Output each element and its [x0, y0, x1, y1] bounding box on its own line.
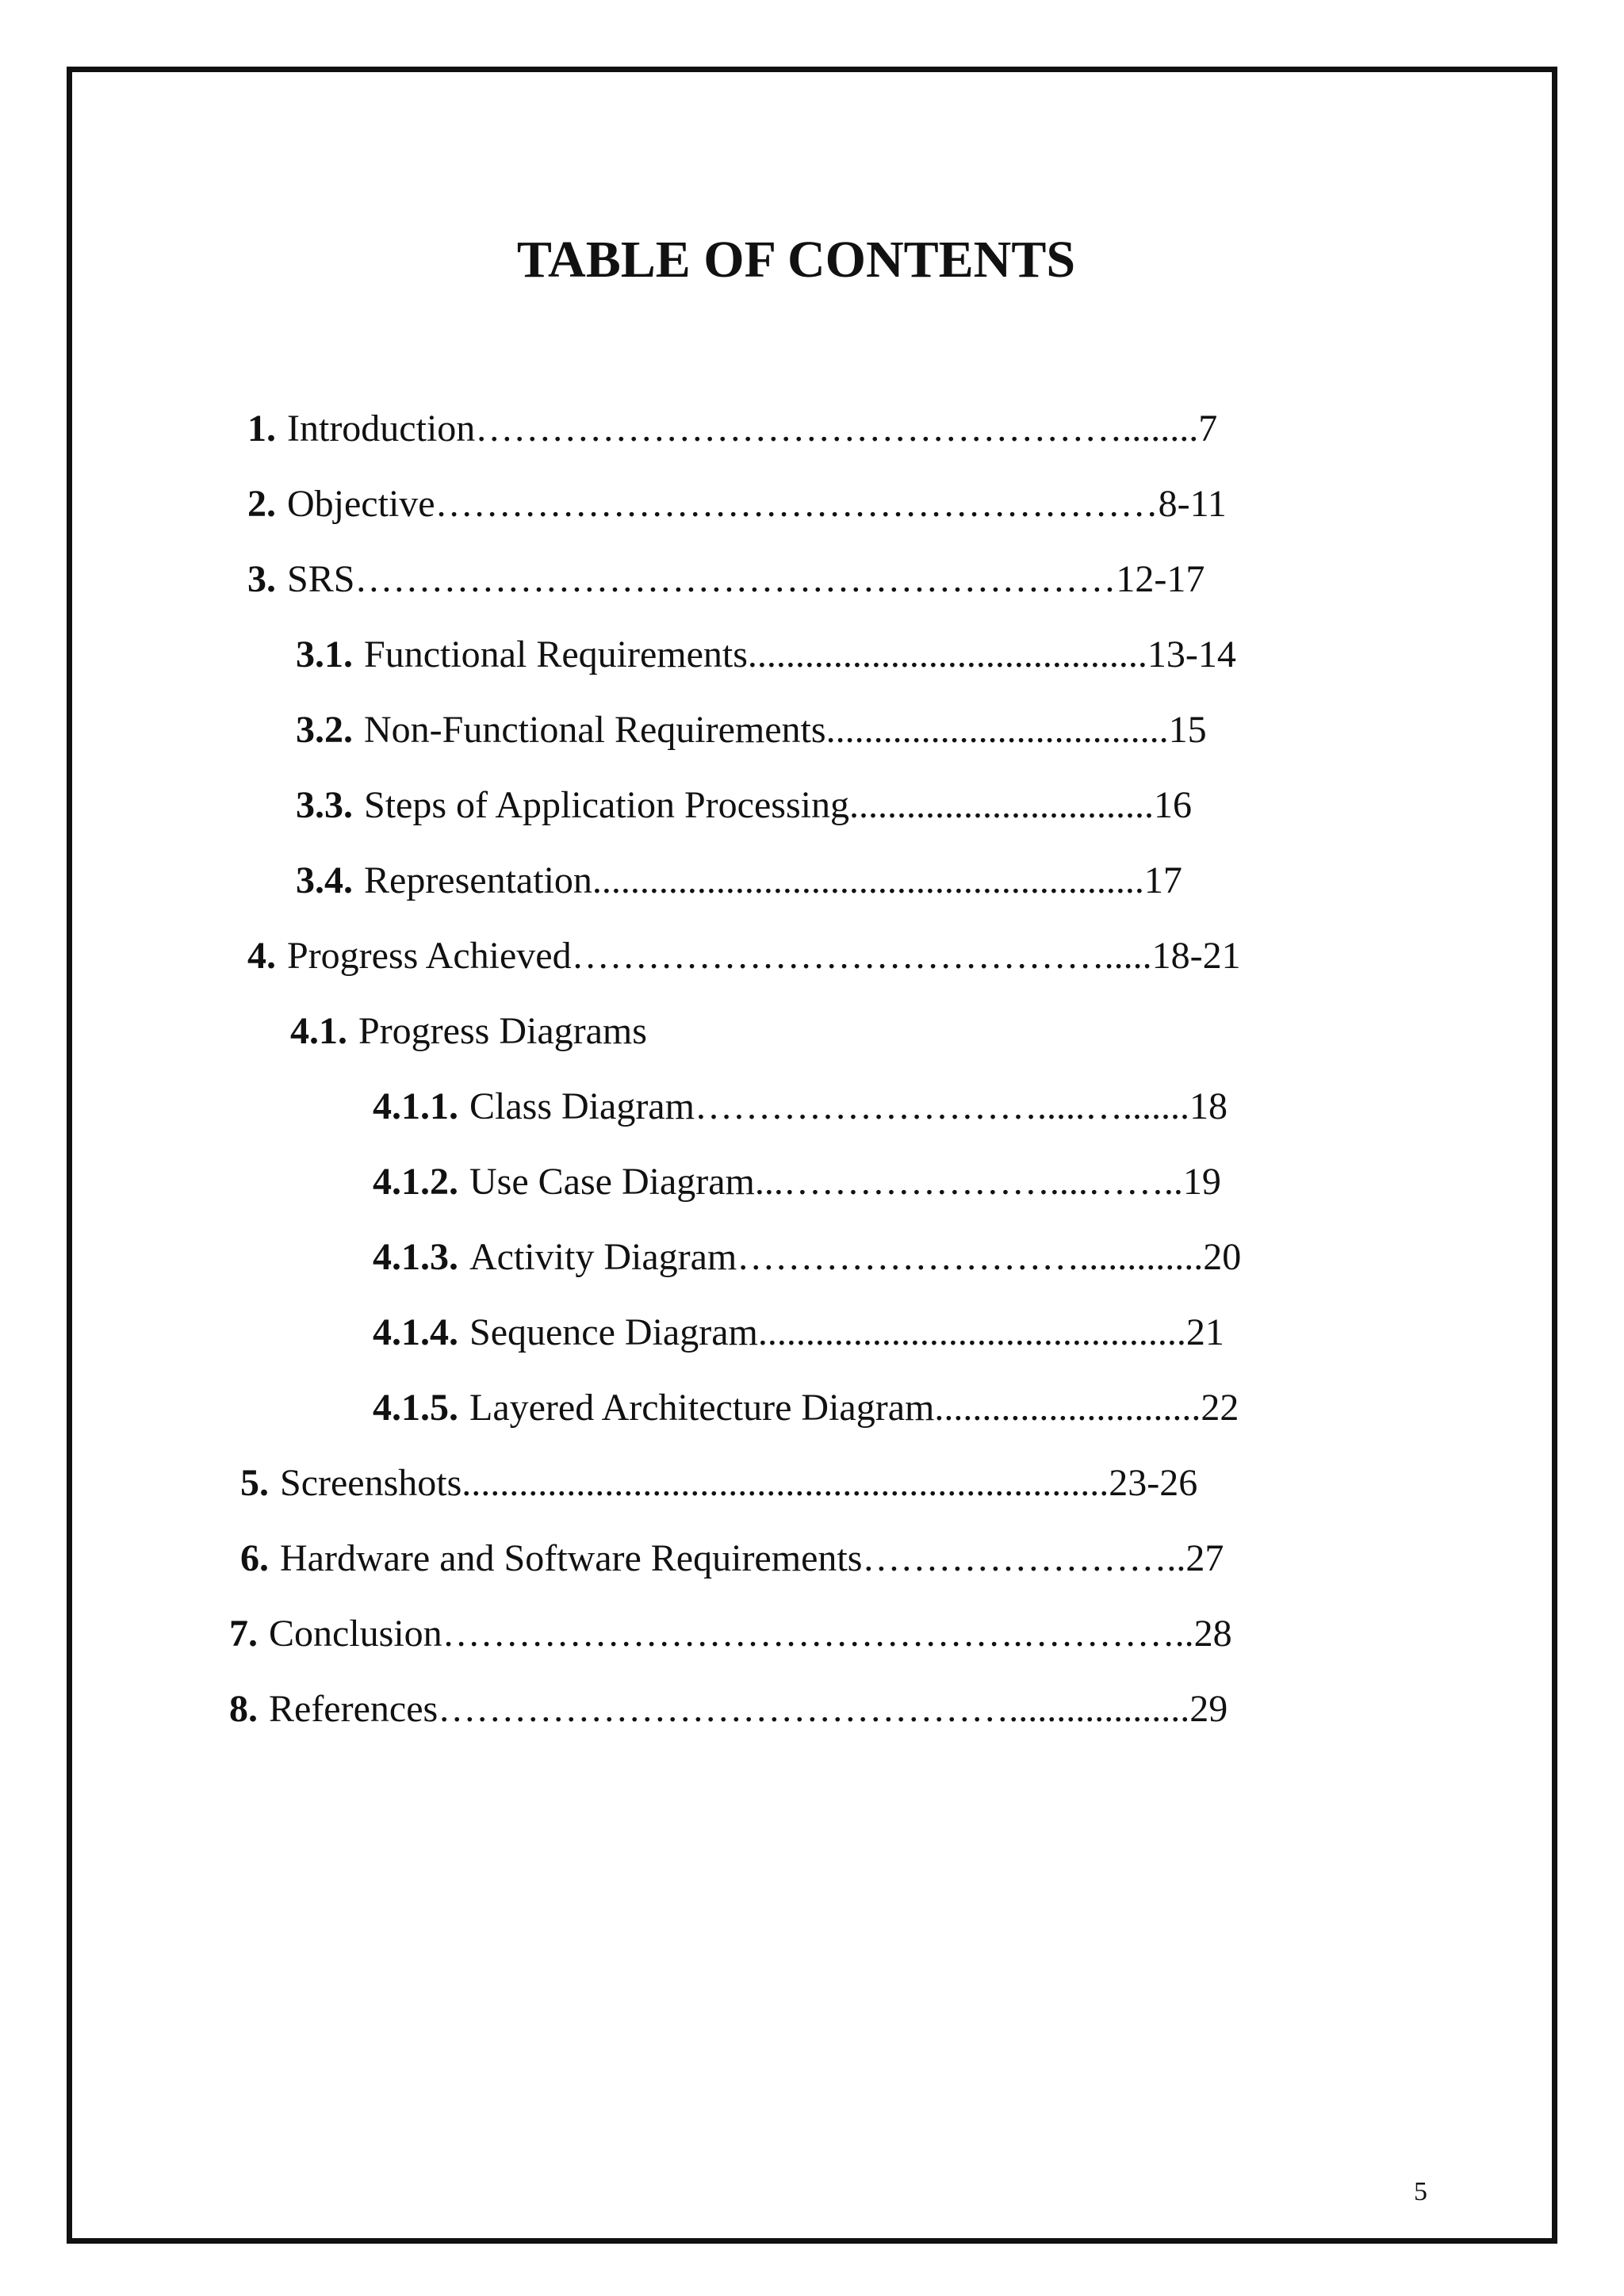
toc-entry-text: Representation..........................................................17	[364, 859, 1182, 901]
toc-entry-number: 4.	[247, 935, 276, 977]
toc-entry-functional-requirements	[296, 633, 1236, 677]
toc-entry-steps-of-application-processing	[296, 783, 1192, 828]
toc-entry-number: 3.2.	[296, 709, 353, 751]
toc-entry-text: Hardware and Software Requirements……………………..27	[280, 1537, 1224, 1579]
toc-entry-number: 4.1.4.	[373, 1311, 458, 1353]
toc-entry-hardware-software-requirements	[240, 1536, 1224, 1581]
toc-entry-text: Layered Architecture Diagram............................22	[469, 1387, 1239, 1429]
toc-entry-number: 7.	[229, 1613, 258, 1655]
toc-entry-activity-diagram	[373, 1235, 1241, 1280]
toc-entry-conclusion	[229, 1612, 1232, 1656]
toc-entry-screenshots	[240, 1461, 1197, 1506]
toc-entry-number: 3.3.	[296, 784, 353, 826]
toc-entry-number: 4.1.3.	[373, 1236, 458, 1278]
toc-entry-number: 4.1.1.	[373, 1085, 458, 1127]
toc-entry-number: 3.	[247, 558, 276, 600]
toc-entry-introduction	[247, 407, 1217, 451]
toc-entry-number: 6.	[240, 1537, 269, 1579]
toc-entry-text: Use Case Diagram...…………………....……..19	[469, 1161, 1221, 1203]
toc-entry-text: References………………………………………...................29	[269, 1688, 1228, 1730]
toc-entry-objective	[247, 482, 1227, 526]
toc-entry-srs	[247, 557, 1205, 602]
toc-entry-number: 3.4.	[296, 859, 353, 901]
toc-entry-text: Sequence Diagram.............................................21	[469, 1311, 1224, 1353]
toc-entry-text: Introduction……………………………………………........7	[287, 408, 1218, 450]
toc-entry-number: 5.	[240, 1462, 269, 1504]
toc-entry-class-diagram	[373, 1085, 1228, 1129]
page-border	[67, 67, 1557, 2244]
toc-entry-text: Steps of Application Processing................................16	[364, 784, 1192, 826]
page-number: 5	[1414, 2177, 1427, 2206]
toc-entry-text: Functional Requirements..........................................13-14	[364, 633, 1236, 675]
toc-entry-text: Non-Functional Requirements....................................15	[364, 709, 1207, 751]
toc-entry-non-functional-requirements	[296, 708, 1207, 752]
toc-entry-layered-architecture-diagram	[373, 1386, 1239, 1430]
toc-entry-text: Class Diagram……………………….....….......18	[469, 1085, 1228, 1127]
toc-entry-sequence-diagram	[373, 1311, 1224, 1355]
toc-entry-number: 2.	[247, 483, 276, 525]
toc-entry-text: Activity Diagram……………………….............20	[469, 1236, 1242, 1278]
toc-entry-progress-diagrams	[290, 1009, 647, 1054]
toc-entry-number: 3.1.	[296, 633, 353, 675]
toc-entry-representation	[296, 859, 1182, 903]
toc-entry-text: Screenshots....................................................................23-26	[280, 1462, 1198, 1504]
toc-entry-number: 4.1.	[290, 1010, 347, 1052]
toc-entry-references	[229, 1687, 1228, 1732]
toc-entry-text: SRS……………………………………………………12-17	[287, 558, 1205, 600]
toc-entry-text: Conclusion……………………………………….…………..28	[269, 1613, 1232, 1655]
toc-entry-progress-achieved	[247, 934, 1241, 978]
toc-entry-text: Progress Diagrams	[358, 1010, 647, 1052]
toc-entry-text: Objective…………………………………………………8-11	[287, 483, 1227, 525]
toc-entry-number: 1.	[247, 408, 276, 450]
page-title: TABLE OF CONTENTS	[516, 231, 1076, 289]
toc-entry-use-case-diagram	[373, 1160, 1221, 1204]
toc-entry-number: 4.1.2.	[373, 1161, 458, 1203]
toc-entry-text: Progress Achieved…………………………………….....18-21	[287, 935, 1241, 977]
toc-entry-number: 8.	[229, 1688, 258, 1730]
toc-entry-number: 4.1.5.	[373, 1387, 458, 1429]
